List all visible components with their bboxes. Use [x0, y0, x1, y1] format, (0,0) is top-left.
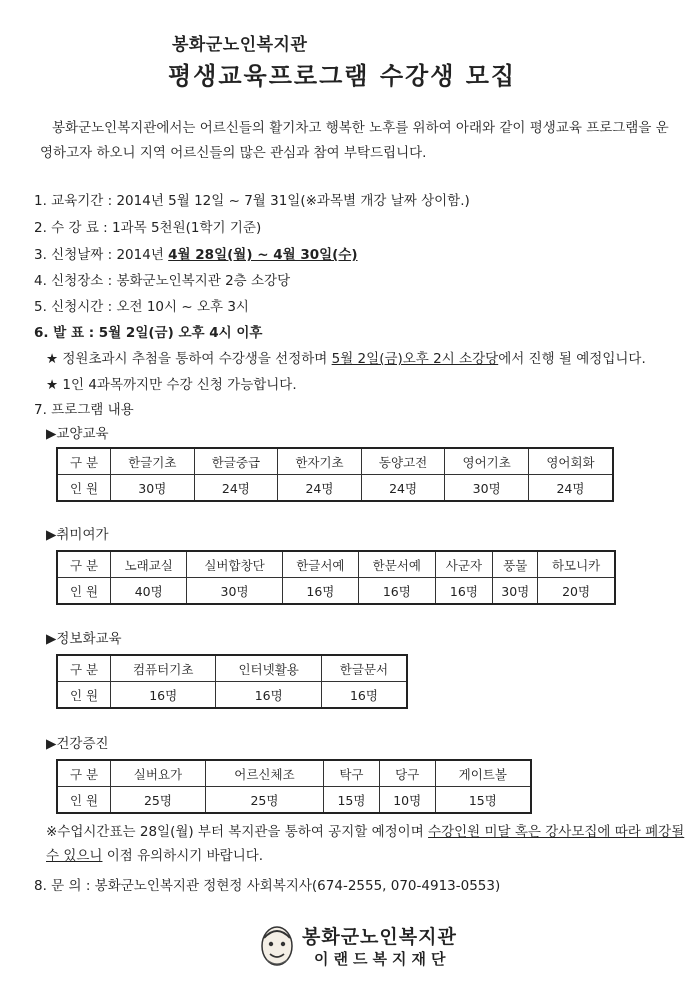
course-count: 24명 — [278, 475, 362, 502]
table-row — [57, 760, 531, 787]
course-name: 풍물 — [493, 551, 538, 578]
intro-paragraph: 봉화군노인복지관에서는 어르신들의 활기차고 행복한 노후를 위하여 아래와 같이 평생교육 프로그램을 운영하고자 하오니 지역 어르신들의 많은 관심과 참여 부탁드립니다. — [40, 120, 669, 161]
course-count: 15명 — [435, 787, 531, 814]
star-note-limit: ★ 1인 4과목까지만 수강 신청 가능합니다. — [46, 377, 297, 393]
apply-date-prefix: 3. 신청날짜 : 2014년 — [34, 247, 169, 263]
course-count: 15명 — [324, 787, 380, 814]
note-a: ※수업시간표는 28일(월) 부터 복지관을 통하여 공지할 예정이며 — [46, 824, 429, 840]
course-count: 24명 — [194, 475, 278, 502]
course-count: 16명 — [111, 682, 216, 709]
program-table — [56, 447, 614, 502]
course-name: 영어기초 — [445, 448, 529, 475]
schedule-note — [46, 820, 686, 868]
course-count: 16명 — [321, 682, 407, 709]
course-count: 30명 — [493, 578, 538, 605]
page-title: 평생교육프로그램 수강생 모집 — [168, 62, 517, 90]
course-name: 사군자 — [435, 551, 493, 578]
row-label: 구 분 — [57, 760, 111, 787]
course-name: 당구 — [379, 760, 435, 787]
section-title: ▶취미여가 — [46, 527, 109, 543]
star1-c: 에서 진행 될 예정입니다. — [498, 351, 646, 367]
course-name: 한글문서 — [321, 655, 407, 682]
item-announce: 6. 발 표 : 5월 2일(금) 오후 4시 이후 — [34, 325, 263, 341]
table-row — [57, 551, 615, 578]
star-note-lottery — [46, 347, 646, 367]
course-count: 25명 — [205, 787, 323, 814]
program-heading: 7. 프로그램 내용 — [34, 402, 134, 418]
course-name: 실버합창단 — [187, 551, 282, 578]
program-table — [56, 550, 616, 605]
course-name: 동양고전 — [361, 448, 445, 475]
row-label: 구 분 — [57, 551, 111, 578]
table-row — [57, 475, 613, 502]
course-name: 실버요가 — [111, 760, 206, 787]
course-name: 인터넷활용 — [216, 655, 321, 682]
star1-a: ★ 정원초과시 추첨을 통하여 수강생을 선정하며 — [46, 351, 332, 367]
course-count: 10명 — [379, 787, 435, 814]
course-name: 게이트볼 — [435, 760, 531, 787]
course-count: 25명 — [111, 787, 206, 814]
section-title: ▶교양교육 — [46, 426, 109, 442]
item-place: 4. 신청장소 : 봉화군노인복지관 2층 소강당 — [34, 273, 291, 289]
course-count: 24명 — [361, 475, 445, 502]
row-label: 인 원 — [57, 578, 111, 605]
row-label: 인 원 — [57, 682, 111, 709]
apply-date-range: 4월 28일(월) ~ 4월 30일(수) — [168, 247, 358, 263]
program-table — [56, 654, 408, 709]
course-count: 16명 — [282, 578, 358, 605]
row-label: 인 원 — [57, 787, 111, 814]
row-label: 구 분 — [57, 655, 111, 682]
course-name: 한자기초 — [278, 448, 362, 475]
course-name: 어르신체조 — [205, 760, 323, 787]
course-name: 한글서예 — [282, 551, 358, 578]
table-row — [57, 655, 407, 682]
program-table — [56, 759, 532, 814]
item-fee: 2. 수 강 료 : 1과목 5천원(1학기 기준) — [34, 220, 262, 236]
table-row — [57, 578, 615, 605]
course-count: 40명 — [111, 578, 187, 605]
item-period: 1. 교육기간 : 2014년 5월 12일 ~ 7월 31일(※과목별 개강 날짜 상이함.) — [34, 193, 470, 209]
logo-subtitle: 이랜드복지재단 — [314, 950, 451, 968]
course-name: 영어회화 — [528, 448, 613, 475]
table-row — [57, 787, 531, 814]
section-title: ▶건강증진 — [46, 736, 109, 752]
table-row — [57, 682, 407, 709]
organization-name: 봉화군노인복지관 — [172, 35, 308, 55]
course-count: 30명 — [111, 475, 195, 502]
section-title: ▶정보화교육 — [46, 631, 122, 647]
item-apply-date — [34, 243, 358, 263]
star1-b: 5월 2일(금)오후 2시 소강당 — [331, 351, 499, 367]
elder-face-icon — [258, 924, 296, 968]
course-name: 한글중급 — [194, 448, 278, 475]
note-b: 수강인원 미달 혹은 강사모집에 따라 폐강될 수 있으니 — [46, 824, 685, 864]
item-time: 5. 신청시간 : 오전 10시 ~ 오후 3시 — [34, 299, 249, 315]
course-count: 16명 — [359, 578, 435, 605]
course-name: 한문서예 — [359, 551, 435, 578]
course-name: 한글기초 — [111, 448, 195, 475]
table-row — [57, 448, 613, 475]
logo-name: 봉화군노인복지관 — [302, 926, 457, 948]
course-name: 탁구 — [324, 760, 380, 787]
course-count: 24명 — [528, 475, 613, 502]
course-count: 20명 — [538, 578, 615, 605]
row-label: 인 원 — [57, 475, 111, 502]
course-name: 컴퓨터기초 — [111, 655, 216, 682]
note-c: 이점 유의하시기 바랍니다. — [102, 848, 264, 864]
course-count: 30명 — [445, 475, 529, 502]
course-name: 하모니카 — [538, 551, 615, 578]
course-name: 노래교실 — [111, 551, 187, 578]
course-count: 30명 — [187, 578, 282, 605]
item-contact: 8. 문 의 : 봉화군노인복지관 정현정 사회복지사(674-2555, 070-4913-0553) — [34, 878, 501, 894]
row-label: 구 분 — [57, 448, 111, 475]
course-count: 16명 — [435, 578, 493, 605]
footer-logo — [258, 920, 468, 974]
course-count: 16명 — [216, 682, 321, 709]
